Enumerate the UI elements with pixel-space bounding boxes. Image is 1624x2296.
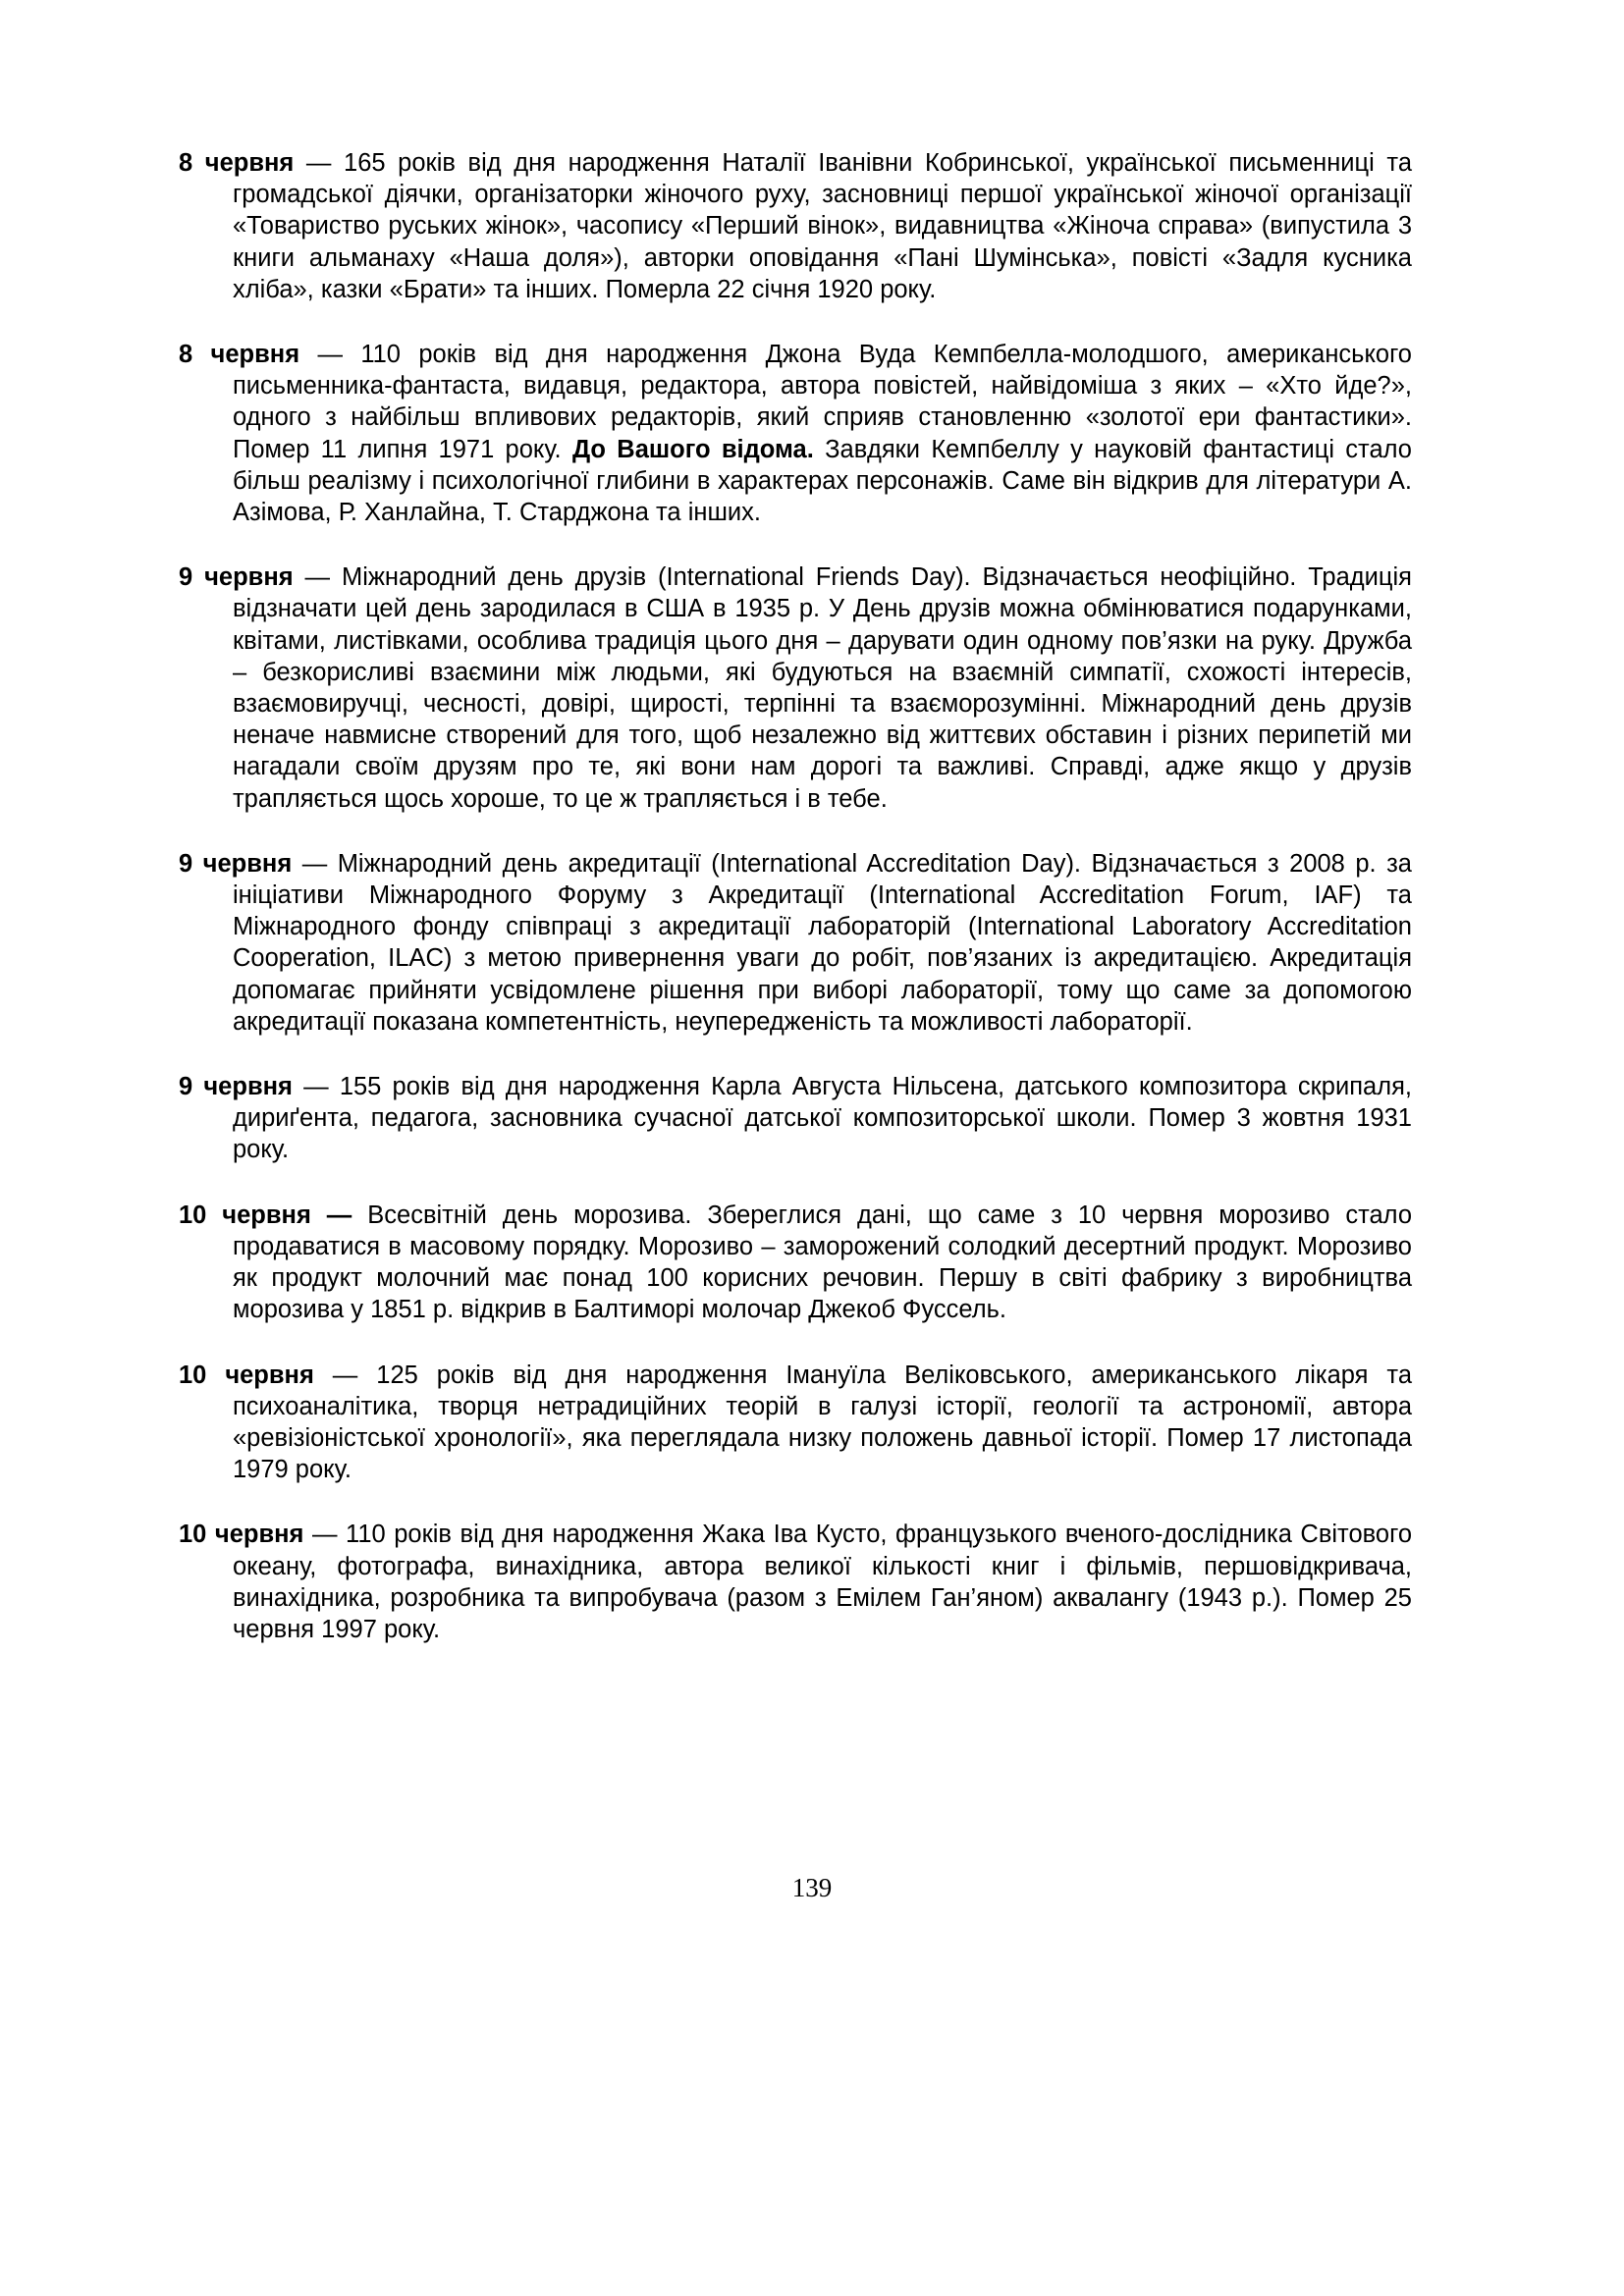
document-body [179,147,1412,1679]
entry-date: 9 червня [179,563,294,592]
entry-dash: — [303,1521,347,1549]
entry-dash: — [294,149,345,177]
entry-note-text: Завдяки Кемпбеллу у науковій фантастиці стало більш реалізму і психологічної глибини в характерах персонажів. Саме він відкрив для літератури А. Азімова, Р. Ханлайна, Т. Старджона та інших. [233,435,1412,527]
entry-date: 9 червня [179,1073,293,1101]
calendar-entry [179,848,1412,1038]
calendar-entry [179,1071,1412,1166]
entry-dash: — [313,1361,377,1389]
calendar-entry [179,339,1412,528]
entry-text: Міжнародний день акредитації (International Accreditation Day). Відзначається з 2008 р. за ініціативи Міжнародного Форуму з Акредитації (International Accreditation Forum, IAF) та Міжнародного фонду співпраці з акредитації лабораторій (International Laboratory Accreditation Cooperation, ILAC) з метою привернення уваги до робіт, пов’язаних із акредитацією. Акредитація допомагає прийняти усвідомлене рішення при виборі лабораторії, тому що саме за допомогою акредитації показана компетентність, неупередженість та можливості лабораторії. [233,849,1412,1036]
calendar-entry [179,147,1412,305]
entry-dash: — [292,1073,340,1101]
entry-note-label: До Вашого відома. [571,435,814,463]
entry-dash: — [299,341,361,369]
entry-dash: — [292,849,338,878]
entry-date: 8 червня [179,149,295,177]
entry-date: 10 червня [179,1361,314,1389]
calendar-entry [179,1519,1412,1645]
calendar-entry [179,1200,1412,1326]
entry-dash: — [310,1201,368,1229]
entry-text: Міжнародний день друзів (International Friends Day). Відзначається неофіційно. Традиція відзначати цей день зародилася в США в 1935 р. У День друзів можна обмінюватися подарунками, квітами, листівками, особлива традиція цього дня – дарувати один одному пов’язки на руку. Дружба – безкорисливі взаємини між людьми, які будуються на взаємній симпатії, схожості інтересів, взаємовиручці, чесності, довірі, щирості, терпінні та взаєморозумінні. Міжнародний день друзів неначе навмисне створений для того, щоб незалежно від життєвих обставин і різних перипетій ми нагадали своїм друзям про те, які вони нам дорогі та важливі. Справді, адже якщо у друзів трапляється щось хороше, то це ж трапляється і в тебе. [233,563,1412,813]
entry-date: 8 червня [179,341,300,369]
entry-date: 10 червня [179,1201,311,1229]
calendar-entry [179,1360,1412,1486]
entry-text: 165 років від дня народження Наталії Іванівни Кобринської, української письменниці та громадської діячки, організаторки жіночого руху, засновниці першої української жіночої організації «Товариство руських жінок», часопису «Перший вінок», видавництва «Жіноча справа» (випустила 3 книги альманаху «Наша доля»), авторки оповідання «Пані Шумінська», повісті «Задля кусника хліба», казки «Брати» та інших. Померла 22 січня 1920 року. [233,149,1412,303]
entry-date: 10 червня [179,1521,304,1549]
entry-text: Всесвітній день морозива. Збереглися дані, що саме з 10 червня морозиво стало продаватися в масовому порядку. Морозиво – заморожений солодкий десертний продукт. Морозиво як продукт молочний має понад 100 корисних речовин. Першу в світі фабрику з виробництва морозива у 1851 р. відкрив в Балтиморі молочар Джекоб Фуссель. [233,1201,1413,1324]
entry-dash: — [293,563,342,592]
entry-text: 155 років від дня народження Карла Августа Нільсена, датського композитора скрипаля, дириґента, педагога, засновника сучасної датської композиторської школи. Помер 3 жовтня 1931 року. [233,1073,1412,1164]
page-number: 139 [791,1873,833,1902]
entry-text: 110 років від дня народження Джона Вуда Кемпбелла-молодшого, американського письменника-фантаста, видавця, редактора, автора повістей, найвідоміша з яких – «Хто йде?», одного з найбільш впливових редакторів, який сприяв становленню «золотої ери фантастики». Помер 11 липня 1971 року. [233,341,1412,463]
entry-text: 110 років від дня народження Жака Іва Кусто, французького вченого-дослідника Світового океану, фотографа, винахідника, автора великої кількості книг і фільмів, першовідкривача, винахідника, розробника та випробувача (разом з Емілем Ган’яном) аквалангу (1943 р.). Помер 25 червня 1997 року. [233,1521,1412,1643]
calendar-entry [179,561,1412,815]
entry-date: 9 червня [179,849,293,878]
entry-text: 125 років від дня народження Імануїла Веліковського, американського лікаря та психоаналітика, творця нетрадиційних теорій в галузі історії, геології та астрономії, автора «ревізіоністської хронології», яка переглядала низку положень давньої історії. Помер 17 листопада 1979 року. [233,1361,1412,1484]
